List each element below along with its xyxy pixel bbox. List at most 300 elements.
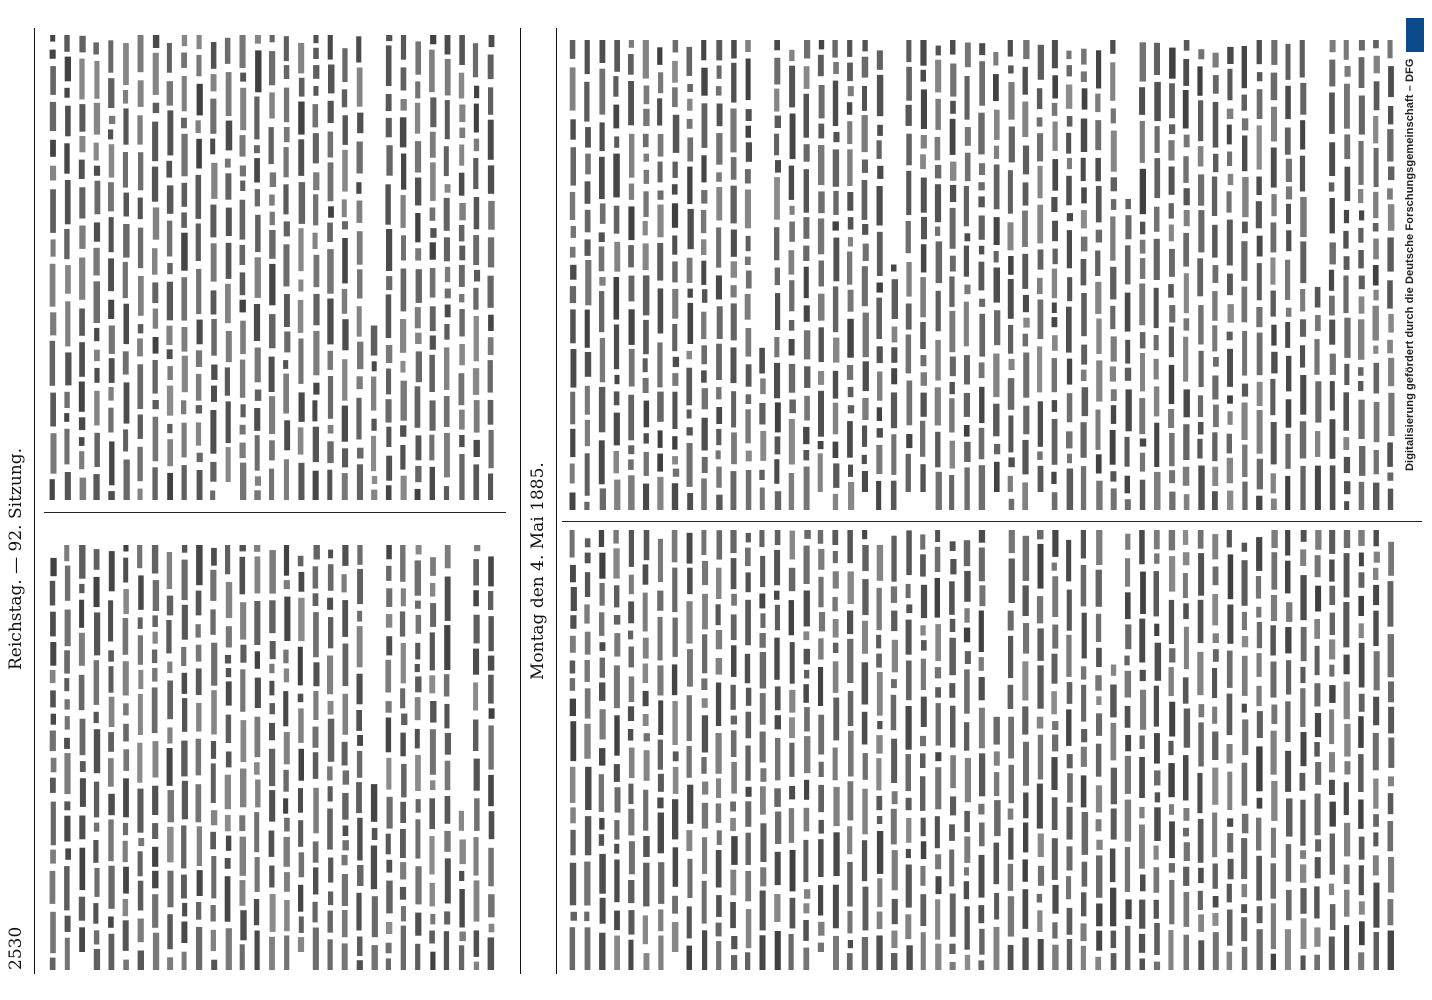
text-line-fragment [1257, 72, 1263, 81]
text-line-fragment [847, 826, 852, 854]
text-line-fragment [64, 545, 69, 561]
column-text-lines [566, 40, 1406, 510]
text-line-fragment [644, 86, 650, 105]
text-line-fragment [1081, 49, 1087, 65]
text-line-fragment [921, 585, 927, 618]
text-line-fragment [949, 276, 954, 307]
column-text-lines [46, 545, 506, 970]
text-line-fragment [862, 545, 868, 571]
text-line-fragment [672, 568, 677, 613]
text-line-fragment [1022, 211, 1028, 248]
text-line-fragment [658, 72, 663, 93]
text-line-fragment [1271, 40, 1277, 65]
text-line-fragment [935, 899, 940, 939]
text-line-fragment [1154, 359, 1159, 380]
text-line-fragment [789, 786, 795, 800]
text-line-fragment [1110, 267, 1116, 300]
text-line-fragment [1256, 177, 1261, 196]
text-line-fragment [210, 410, 216, 454]
text-line-fragment [745, 801, 751, 827]
text-line-fragment [628, 880, 634, 903]
text-line-fragment [731, 40, 737, 59]
text-line-fragment [906, 604, 912, 613]
text-line-fragment [181, 277, 187, 320]
text-line-fragment [357, 674, 363, 705]
text-line-fragment [614, 325, 619, 370]
text-line-fragment [920, 421, 925, 457]
text-line-fragment [65, 610, 71, 647]
text-line-fragment [964, 442, 971, 462]
text-line-fragment [1037, 596, 1043, 623]
text-line-fragment [152, 467, 157, 500]
text-line-fragment [1066, 540, 1071, 582]
text-line-fragment [1139, 934, 1145, 953]
text-line-fragment [746, 470, 752, 510]
text-line-fragment [629, 134, 634, 178]
text-line-fragment [1212, 732, 1218, 761]
text-line-fragment [672, 530, 678, 562]
text-line-fragment [1374, 363, 1380, 394]
text-line-fragment [50, 912, 56, 953]
text-line-fragment [1038, 735, 1043, 780]
text-line-fragment [876, 635, 881, 649]
text-line-fragment [1344, 210, 1349, 223]
text-line-fragment [848, 781, 854, 820]
text-line-fragment [979, 465, 985, 510]
text-line-fragment [876, 796, 882, 810]
text-line-fragment [716, 923, 722, 937]
text-line-fragment [1183, 828, 1189, 837]
text-line-fragment [415, 819, 420, 858]
text-line-fragment [832, 530, 838, 545]
text-line-fragment [342, 840, 349, 850]
text-line-fragment [935, 184, 941, 222]
text-line-fragment [474, 962, 479, 970]
text-line-fragment [357, 269, 363, 298]
text-line-fragment [570, 429, 575, 457]
text-line-fragment [50, 670, 56, 683]
text-line-fragment [94, 612, 100, 655]
text-line-fragment [789, 364, 795, 393]
text-line-fragment [1111, 768, 1117, 805]
text-line-fragment [240, 73, 246, 82]
text-line-fragment [284, 818, 290, 832]
text-line-fragment [416, 435, 422, 460]
text-line-fragment [1359, 553, 1364, 567]
text-line-fragment [269, 51, 275, 85]
text-line-fragment [372, 476, 377, 484]
text-line-fragment [1184, 709, 1190, 748]
text-line-fragment [196, 545, 203, 585]
text-line-fragment [570, 863, 576, 906]
text-line-fragment [342, 289, 347, 314]
text-line-fragment [167, 185, 174, 213]
text-line-fragment [327, 470, 332, 500]
text-line-fragment [848, 405, 854, 413]
text-line-fragment [1257, 410, 1263, 454]
text-line-fragment [284, 147, 289, 177]
text-line-fragment [731, 558, 737, 589]
text-line-fragment [226, 752, 232, 768]
text-line-fragment [240, 944, 245, 970]
text-line-fragment [906, 335, 912, 374]
text-line-fragment [629, 349, 635, 387]
text-line-fragment [906, 304, 912, 330]
text-line-fragment [210, 491, 215, 501]
text-line-fragment [1052, 358, 1057, 392]
text-line-fragment [196, 703, 201, 732]
text-line-fragment [1139, 807, 1144, 818]
text-line-fragment [328, 132, 334, 158]
text-line-fragment [1184, 389, 1190, 417]
text-line-fragment [862, 530, 867, 539]
text-line-fragment [181, 875, 187, 899]
text-line-fragment [906, 798, 912, 810]
text-line-fragment [1096, 819, 1102, 831]
text-line-fragment [1199, 704, 1205, 717]
text-line-fragment [474, 930, 480, 957]
text-line-fragment [459, 344, 465, 365]
text-line-fragment [818, 667, 823, 706]
text-line-fragment [658, 430, 663, 448]
text-line-fragment [1359, 901, 1365, 914]
text-line-fragment [430, 467, 435, 500]
text-line-fragment [1082, 812, 1089, 855]
text-line-fragment [877, 346, 883, 363]
text-line-fragment [643, 191, 648, 217]
text-line-fragment [1008, 256, 1014, 275]
text-line-fragment [372, 896, 378, 937]
text-line-fragment [79, 36, 85, 53]
text-line-fragment [702, 594, 708, 630]
text-line-fragment [1169, 305, 1175, 322]
text-line-fragment [225, 159, 231, 168]
text-line-fragment [196, 902, 201, 920]
text-line-fragment [643, 243, 649, 270]
text-line-fragment [672, 236, 677, 255]
text-line-fragment [891, 481, 897, 510]
text-line-fragment [1388, 489, 1393, 510]
text-line-fragment [643, 378, 649, 393]
text-line-fragment [774, 227, 779, 260]
text-line-fragment [313, 691, 318, 720]
text-line-fragment [343, 115, 348, 145]
text-line-fragment [1008, 717, 1014, 759]
text-line-fragment [1008, 325, 1013, 354]
text-line-fragment [429, 675, 435, 693]
text-line-fragment [994, 268, 1001, 303]
text-line-fragment [474, 837, 479, 876]
text-line-fragment [1037, 278, 1043, 294]
text-line-fragment [657, 798, 663, 809]
text-line-fragment [226, 668, 231, 677]
text-line-fragment [226, 836, 231, 851]
text-line-fragment [570, 807, 576, 823]
text-line-fragment [950, 40, 956, 55]
text-line-fragment [1125, 245, 1131, 284]
text-line-fragment [1374, 932, 1380, 970]
text-line-fragment [790, 206, 795, 215]
text-line-fragment [444, 704, 449, 729]
text-line-fragment [196, 591, 202, 616]
text-line-fragment [964, 246, 969, 277]
text-line-fragment [108, 78, 114, 108]
text-line-fragment [1051, 472, 1056, 484]
text-line-fragment [1241, 241, 1247, 281]
text-line-fragment [79, 187, 85, 218]
text-line-fragment [760, 633, 766, 648]
text-line-fragment [196, 739, 202, 776]
text-line-fragment [921, 697, 927, 727]
text-line-fragment [994, 717, 1000, 745]
text-line-fragment [270, 35, 275, 42]
text-line-fragment [459, 225, 465, 241]
text-line-fragment [473, 158, 478, 189]
text-line-fragment [775, 852, 781, 885]
text-line-fragment [935, 387, 941, 425]
text-line-fragment [1358, 596, 1364, 616]
text-line-fragment [701, 478, 707, 510]
text-line-fragment [386, 145, 392, 176]
text-line-fragment [270, 172, 276, 187]
text-line-fragment [1183, 677, 1189, 703]
text-line-fragment [269, 195, 275, 206]
text-line-fragment [1125, 558, 1130, 587]
text-line-fragment [935, 165, 941, 179]
text-line-fragment [254, 899, 259, 925]
text-line-fragment [1037, 346, 1042, 392]
text-line-fragment [416, 799, 421, 813]
text-line-fragment [1388, 707, 1394, 734]
text-line-fragment [241, 720, 247, 762]
text-line-fragment [1285, 561, 1291, 594]
text-line-fragment [152, 847, 158, 867]
text-line-fragment [599, 854, 606, 894]
text-line-fragment [488, 848, 494, 887]
text-line-fragment [181, 134, 187, 177]
text-line-fragment [138, 951, 144, 971]
text-line-fragment [1227, 694, 1233, 736]
text-line-fragment [445, 577, 451, 621]
text-line-fragment [123, 618, 129, 655]
text-line-fragment [226, 582, 232, 618]
text-line-fragment [444, 486, 449, 500]
text-line-fragment [819, 762, 824, 777]
text-line-fragment [702, 782, 708, 795]
text-line-fragment [313, 727, 319, 748]
text-line-fragment [313, 902, 318, 923]
text-line-fragment [313, 331, 319, 375]
text-line-fragment [328, 162, 334, 201]
text-line-fragment [687, 649, 693, 687]
text-line-fragment [906, 40, 911, 62]
text-line-fragment [657, 454, 663, 472]
text-line-fragment [848, 465, 853, 477]
text-line-fragment [701, 261, 706, 285]
text-line-fragment [760, 556, 765, 587]
text-line-fragment [269, 749, 275, 786]
text-line-fragment [1271, 781, 1277, 821]
text-line-fragment [1184, 40, 1190, 51]
text-line-fragment [1373, 306, 1379, 341]
text-line-fragment [789, 280, 794, 311]
text-line-fragment [1183, 573, 1188, 598]
text-line-fragment [1271, 731, 1277, 775]
text-line-fragment [445, 733, 451, 755]
text-line-fragment [1140, 42, 1146, 81]
text-line-fragment [921, 932, 926, 970]
text-line-fragment [284, 597, 290, 641]
text-line-fragment [673, 162, 678, 178]
text-line-fragment [818, 191, 825, 213]
text-line-fragment [1037, 894, 1042, 903]
text-line-fragment [716, 275, 722, 299]
text-line-fragment [138, 415, 143, 439]
text-line-fragment [585, 453, 590, 496]
text-line-fragment [1023, 406, 1029, 435]
text-line-fragment [1169, 365, 1174, 404]
text-line-fragment [299, 572, 305, 592]
text-line-fragment [775, 738, 780, 781]
text-line-fragment [430, 557, 436, 576]
text-line-fragment [1227, 434, 1232, 454]
text-line-fragment [1256, 818, 1261, 851]
text-line-fragment [876, 481, 881, 510]
text-line-fragment [687, 946, 693, 970]
text-line-fragment [1330, 834, 1335, 875]
text-line-fragment [687, 167, 692, 205]
text-line-fragment [1242, 331, 1247, 376]
text-line-fragment [283, 798, 288, 813]
text-line-fragment [50, 958, 56, 970]
text-line-fragment [1388, 793, 1394, 814]
text-line-fragment [152, 687, 158, 733]
text-line-fragment [804, 144, 810, 162]
text-line-fragment [64, 413, 69, 422]
text-line-fragment [1329, 586, 1335, 605]
text-line-fragment [254, 408, 260, 431]
text-line-fragment [50, 871, 56, 904]
text-line-fragment [774, 459, 779, 484]
text-line-fragment [313, 65, 319, 79]
text-line-fragment [284, 580, 290, 589]
text-line-fragment [283, 650, 288, 664]
text-line-fragment [833, 936, 839, 970]
text-line-fragment [225, 655, 231, 664]
text-line-fragment [79, 417, 85, 430]
text-line-fragment [803, 903, 809, 913]
text-line-fragment [658, 740, 663, 770]
text-line-fragment [818, 391, 824, 437]
text-line-fragment [1228, 304, 1234, 323]
text-line-fragment [716, 733, 722, 774]
text-line-fragment [328, 911, 333, 933]
text-line-fragment [284, 88, 289, 123]
text-line-fragment [445, 305, 451, 318]
text-line-fragment [1344, 481, 1350, 494]
text-line-fragment [570, 830, 575, 856]
text-line-fragment [600, 658, 605, 678]
text-line-fragment [1008, 864, 1013, 891]
text-line-fragment [94, 949, 100, 970]
text-line-fragment [313, 35, 318, 43]
text-line-fragment [1111, 199, 1116, 210]
text-line-fragment [152, 282, 158, 303]
text-line-fragment [1096, 50, 1101, 88]
text-line-fragment [920, 464, 925, 492]
text-line-fragment [790, 114, 796, 160]
text-line-fragment [1154, 43, 1160, 75]
text-line-fragment [746, 572, 751, 592]
text-line-fragment [819, 327, 824, 362]
text-line-fragment [196, 269, 201, 314]
text-line-fragment [488, 276, 494, 308]
text-line-fragment [672, 799, 678, 839]
text-line-fragment [759, 348, 765, 374]
text-line-fragment [1125, 340, 1130, 364]
text-line-fragment [1213, 864, 1218, 889]
text-line-fragment [1125, 499, 1131, 510]
text-line-fragment [891, 265, 897, 272]
text-line-fragment [50, 189, 56, 233]
text-line-fragment [877, 428, 883, 438]
text-line-fragment [964, 836, 970, 863]
text-line-fragment [775, 402, 781, 432]
text-line-fragment [356, 36, 361, 62]
text-line-fragment [876, 758, 881, 790]
text-line-fragment [774, 894, 780, 922]
text-line-fragment [804, 330, 810, 359]
text-line-fragment [1081, 685, 1086, 722]
text-line-fragment [760, 732, 766, 763]
text-line-fragment [1052, 885, 1058, 914]
text-line-fragment [1388, 581, 1394, 627]
text-line-fragment [702, 837, 707, 874]
text-line-fragment [1271, 222, 1277, 252]
text-line-fragment [1227, 884, 1232, 903]
text-line-fragment [153, 337, 159, 354]
text-line-fragment [584, 604, 589, 623]
text-line-fragment [93, 42, 99, 54]
digitization-note [1404, 18, 1428, 980]
text-line-fragment [862, 937, 868, 970]
text-line-fragment [343, 644, 349, 687]
text-line-fragment [1271, 662, 1277, 698]
text-line-fragment [50, 35, 55, 42]
text-line-fragment [167, 221, 172, 257]
text-line-fragment [731, 645, 737, 677]
text-line-fragment [979, 163, 985, 175]
text-line-fragment [356, 893, 361, 931]
text-line-fragment [701, 370, 707, 382]
text-line-fragment [891, 931, 897, 949]
text-line-fragment [181, 922, 187, 944]
text-line-fragment [644, 733, 650, 741]
text-line-fragment [328, 719, 335, 762]
text-line-fragment [1125, 199, 1131, 209]
text-line-fragment [342, 742, 348, 766]
text-line-fragment [687, 351, 693, 359]
text-line-fragment [1009, 765, 1015, 803]
text-line-fragment [1271, 903, 1276, 949]
text-line-fragment [1125, 756, 1131, 794]
text-line-fragment [152, 167, 158, 202]
text-line-fragment [643, 134, 649, 147]
text-line-fragment [445, 184, 451, 193]
text-line-fragment [210, 832, 216, 850]
text-line-fragment [614, 242, 620, 272]
text-line-fragment [775, 530, 781, 545]
